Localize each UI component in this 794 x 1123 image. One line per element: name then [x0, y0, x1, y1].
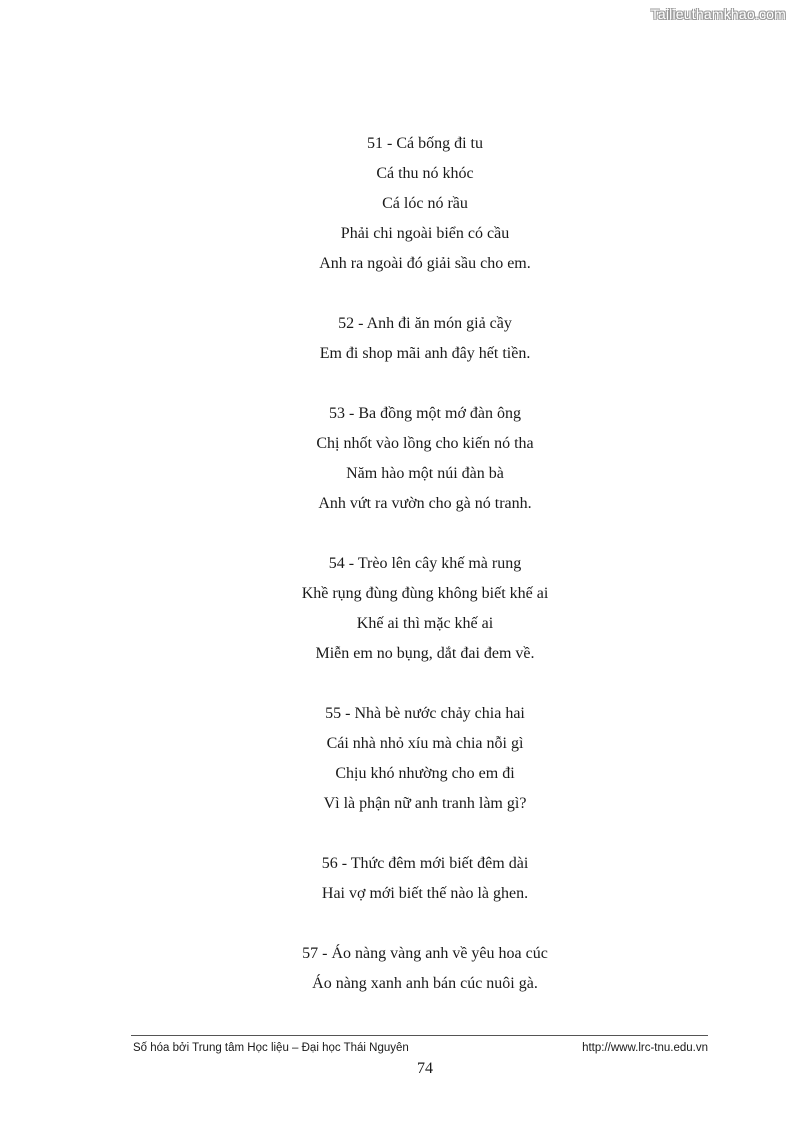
poem-line: Áo nàng xanh anh bán cúc nuôi gà. [312, 975, 538, 992]
stanza-54 [0, 549, 794, 669]
poem-line: Khề rụng đùng đùng không biết khế ai [301, 585, 549, 602]
poem-line: Miễn em no bụng, dắt đai đem về. [315, 645, 535, 662]
page-number: 74 [417, 1060, 433, 1077]
poem-line: Phải chi ngoài biển có cầu [340, 225, 510, 242]
poem-collection [0, 129, 794, 1029]
poem-line: Cá thu nó khóc [376, 165, 474, 182]
stanza-55 [0, 699, 794, 819]
poem-line: Vì là phận nữ anh tranh làm gì? [323, 795, 527, 812]
poem-line: Anh ra ngoài đó giải sầu cho em. [319, 255, 531, 272]
poem-line: 55 - Nhà bè nước chảy chia hai [325, 705, 525, 722]
poem-line: 53 - Ba đồng một mớ đàn ông [329, 405, 521, 422]
stanza-52 [0, 309, 794, 369]
poem-line: Năm hào một núi đàn bà [346, 465, 504, 482]
stanza-53 [0, 399, 794, 519]
footer-credit: Số hóa bởi Trung tâm Học liệu – Đại học Thái Nguyên [133, 1042, 409, 1054]
stanza-57 [0, 939, 794, 999]
stanza-56 [0, 849, 794, 909]
footer-divider [131, 1035, 708, 1036]
poem-line: Anh vứt ra vườn cho gà nó tranh. [318, 495, 532, 512]
poem-line: Chị nhốt vào lồng cho kiến nó tha [316, 435, 534, 452]
poem-line: Em đi shop mãi anh đây hết tiền. [319, 345, 531, 362]
poem-line: 51 - Cá bống đi tu [367, 135, 483, 152]
poem-line: 54 - Trèo lên cây khế mà rung [328, 555, 522, 572]
poem-line: Hai vợ mới biết thế nào là ghen. [321, 885, 529, 902]
poem-line: Khế ai thì mặc khế ai [356, 615, 494, 632]
poem-line: 56 - Thức đêm mới biết đêm dài [321, 855, 529, 872]
watermark-text: Tailieuthamkhao.com [650, 6, 786, 22]
poem-line: 57 - Áo nàng vàng anh về yêu hoa cúc [302, 945, 548, 962]
footer-url: http://www.lrc-tnu.edu.vn [582, 1042, 708, 1054]
poem-line: Chịu khó nhường cho em đi [335, 765, 515, 782]
poem-line: Cá lóc nó rầu [382, 195, 468, 212]
stanza-51 [0, 129, 794, 279]
poem-line: Cái nhà nhỏ xíu mà chia nỗi gì [326, 735, 524, 752]
poem-line: 52 - Anh đi ăn món giả cầy [338, 315, 512, 332]
